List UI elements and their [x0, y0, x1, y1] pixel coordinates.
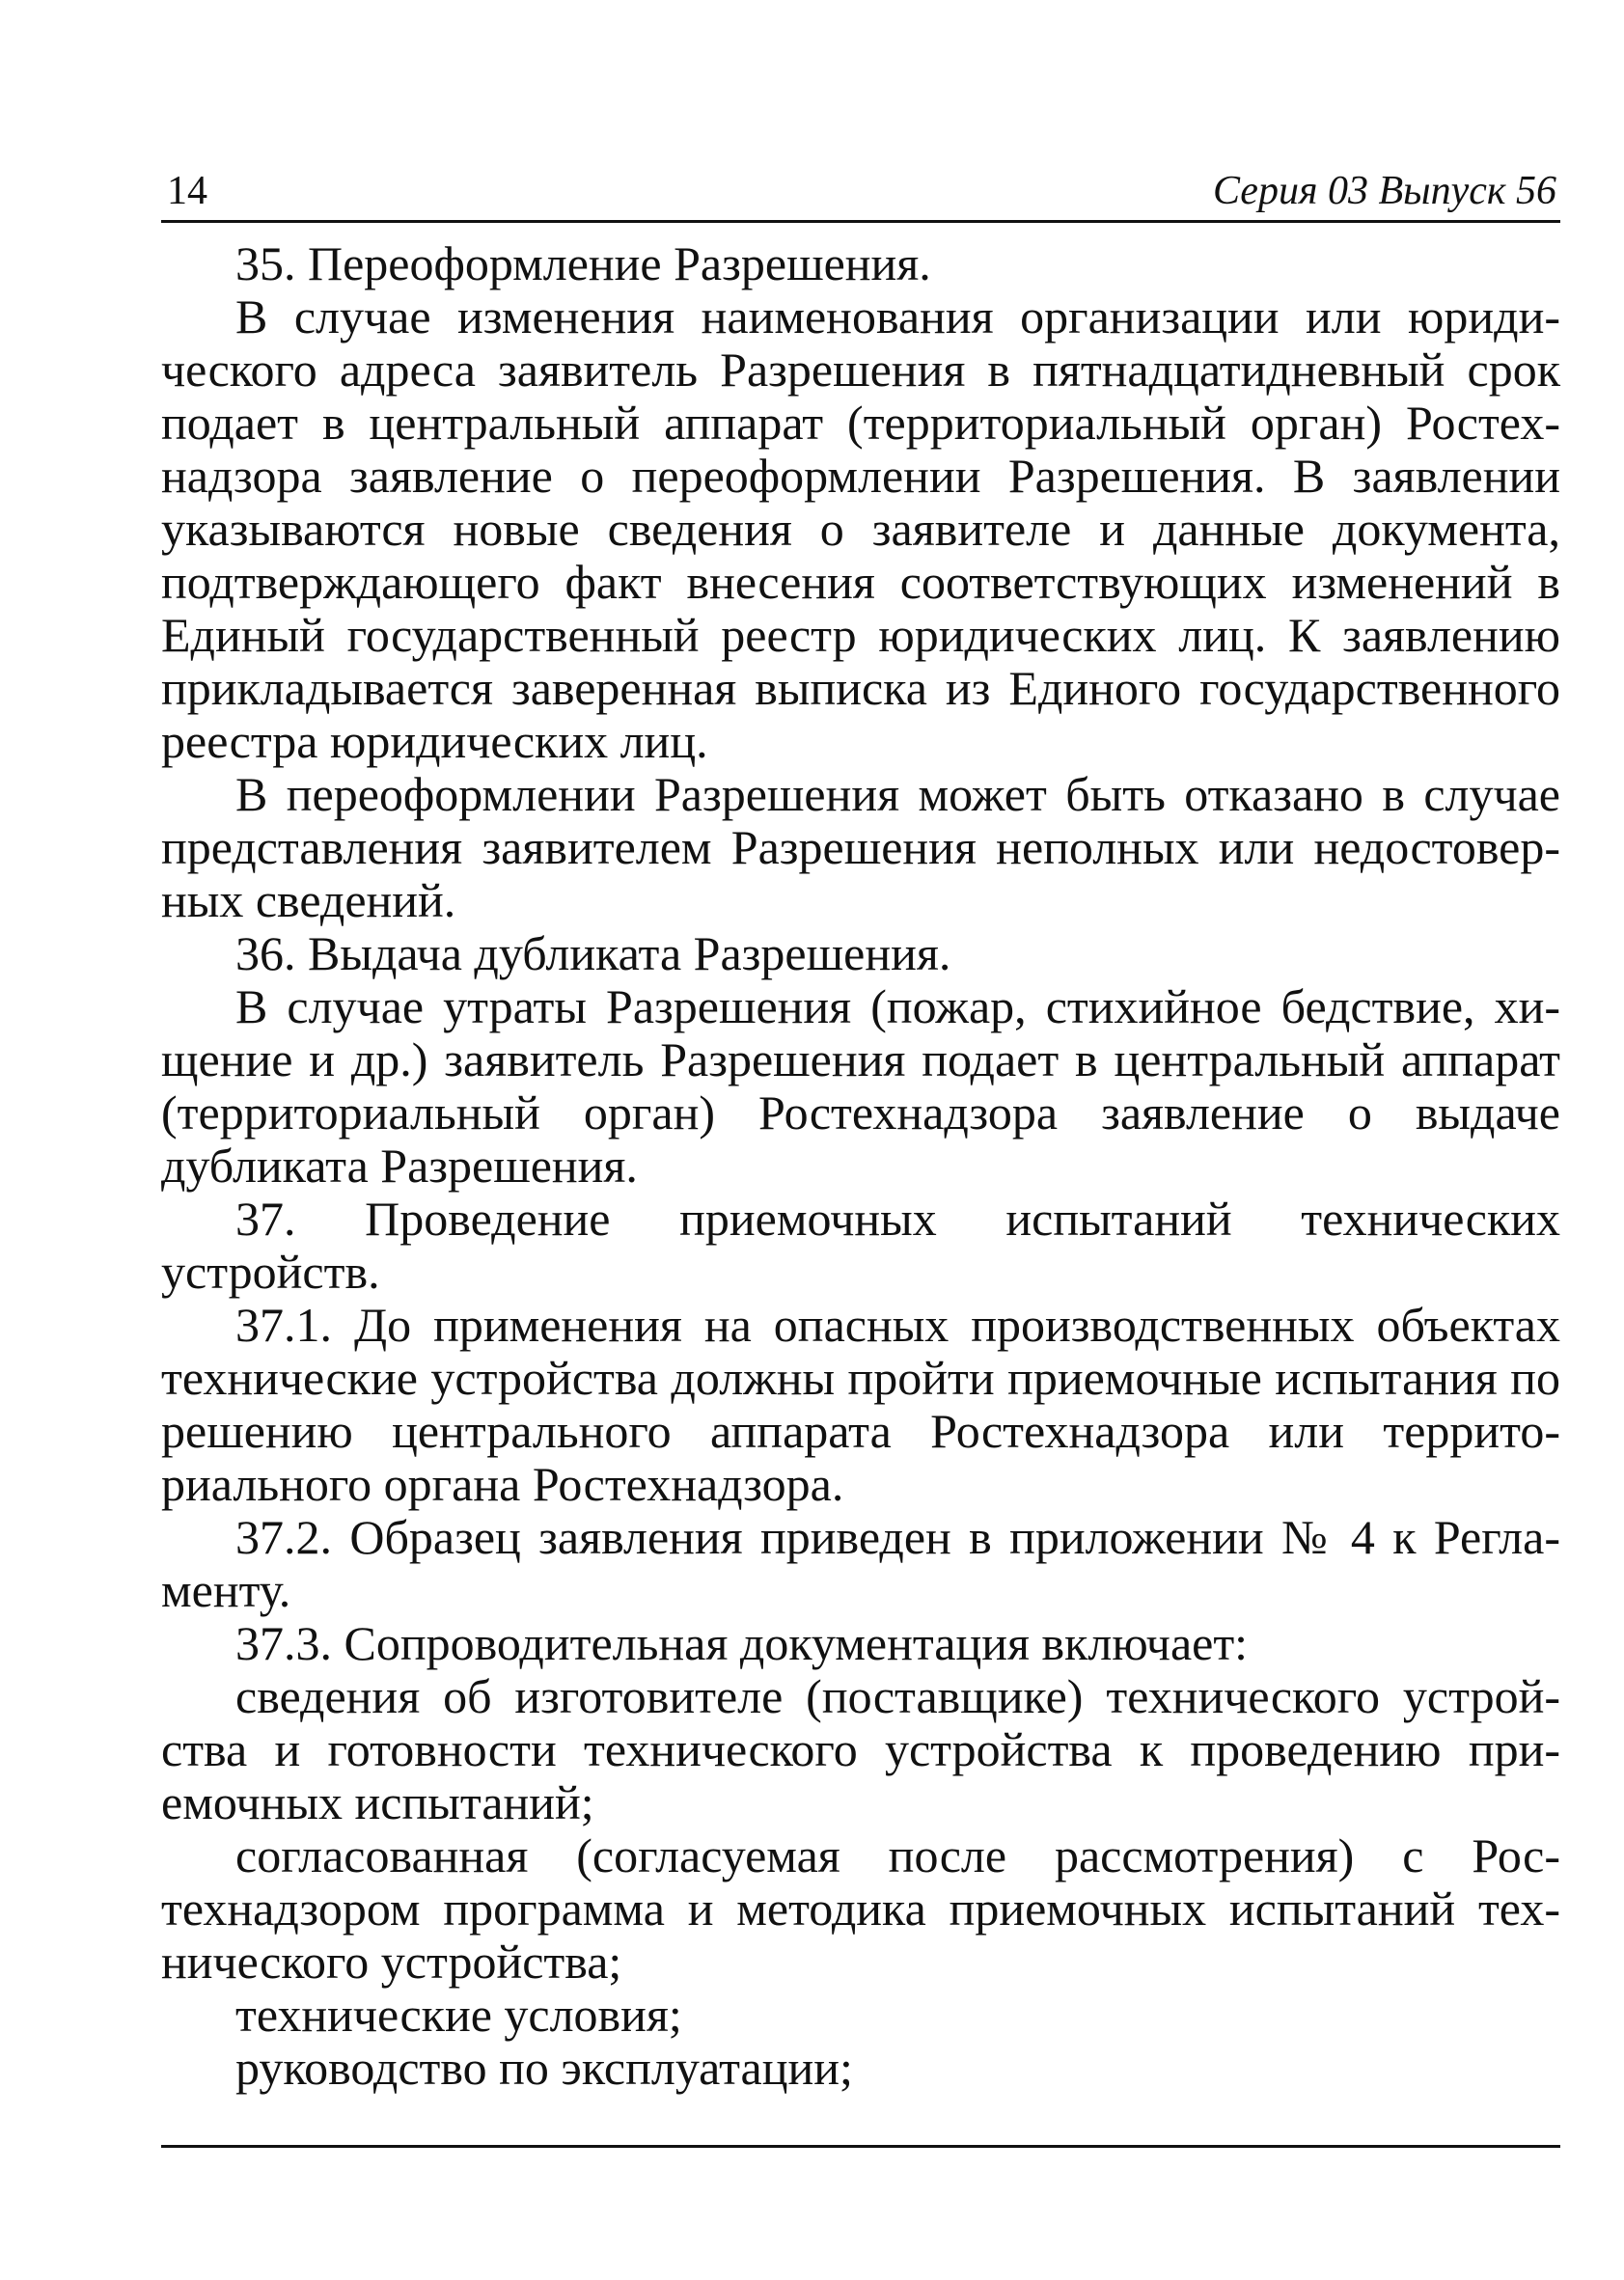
list-item-operation-manual: руководство по эксплуатации;: [235, 2041, 853, 2095]
section-heading-37: 37. Проведение приемочных испытаний технических устройств.: [161, 1192, 1560, 1299]
footer-rule: [161, 2145, 1560, 2148]
list-item-manufacturer-info: сведения об изготовителе (поставщике) технического устройства и готовности технического устройства к проведению приемочных испытаний;: [161, 1669, 1560, 1829]
list-item-technical-conditions: технические условия;: [235, 1988, 682, 2042]
clause-37-2: 37.2. Образец заявления приведен в приложении № 4 к Регламенту.: [161, 1510, 1560, 1617]
clause-37-1: 37.1. До применения на опасных производственных объектах технические устройства должны пройти приемочные испытания по решению центрального аппарата Ростехнадзора или территориального органа Ростехнадзора.: [161, 1298, 1560, 1511]
clause-37-3: 37.3. Сопроводительная документация включает:: [235, 1616, 1249, 1670]
running-title: Серия 03 Выпуск 56: [1213, 169, 1556, 213]
paragraph-reissue-refusal: В переоформлении Разрешения может быть отказано в случае представления заявителем Разрешения неполных или недостоверных сведений.: [161, 767, 1560, 927]
paragraph-duplicate-issue: В случае утраты Разрешения (пожар, стихийное бедствие, хищение и др.) заявитель Разрешения подает в центральный аппарат (территориальный орган) Ростехнадзора заявление о выдаче дубликата Разрешения.: [161, 979, 1560, 1193]
section-heading-36: 36. Выдача дубликата Разрешения.: [235, 926, 951, 980]
page-header: [161, 164, 1560, 223]
page-body: [161, 237, 1560, 2095]
section-heading-35: 35. Переоформление Разрешения.: [235, 236, 931, 290]
list-item-test-program: согласованная (согласуемая после рассмотрения) с Ростехнадзором программа и методика приемочных испытаний технического устройства;: [161, 1828, 1560, 1989]
paragraph-reissue-conditions: В случае изменения наименования организации или юридического адреса заявитель Разрешения в пятнадцатидневный срок подает в центральный аппарат (территориальный орган) Ростехнадзора заявление о переоформлении Разрешения. В заявлении указываются новые сведения о заявителе и данные документа, подтверждающего факт внесения соответствующих изменений в Единый государственный реестр юридических лиц. К заявлению прикладывается заверенная выписка из Единого государственного реестра юридических лиц.: [161, 289, 1560, 768]
page-number: 14: [167, 169, 207, 213]
